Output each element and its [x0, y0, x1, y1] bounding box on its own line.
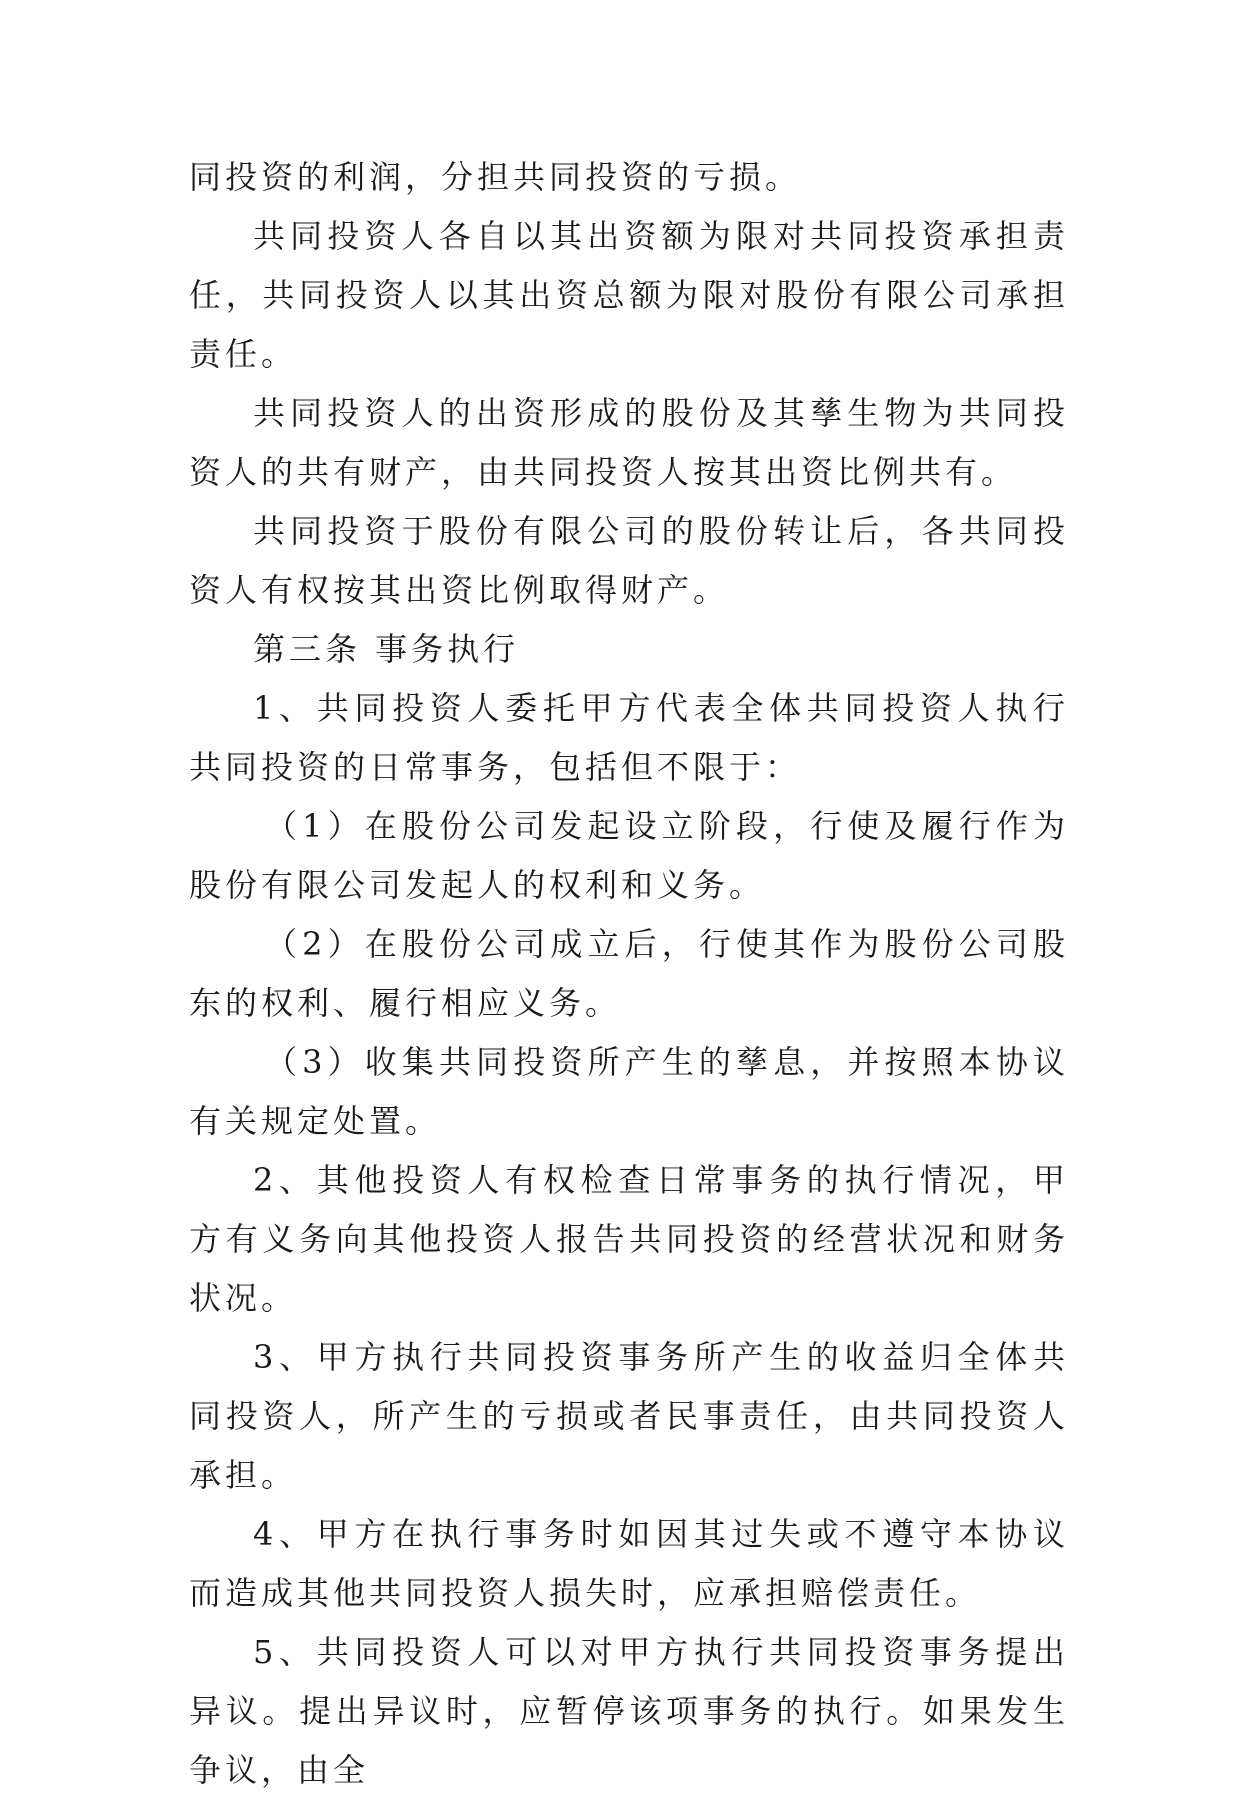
document-body [189, 148, 1069, 1800]
paragraph-liability: 共同投资人各自以其出资额为限对共同投资承担责任，共同投资人以其出资总额为限对股份有限公司承担责任。 [189, 217, 1069, 373]
clause-1: 1、共同投资人委托甲方代表全体共同投资人执行共同投资的日常事务，包括但不限于： [189, 689, 1069, 786]
clause-4: 4、甲方在执行事务时如因其过失或不遵守本协议而造成其他共同投资人损失时，应承担赔偿责任。 [189, 1515, 1069, 1612]
clause-5: 5、共同投资人可以对甲方执行共同投资事务提出异议。提出异议时，应暂停该项事务的执行。如果发生争议，由全 [189, 1633, 1069, 1789]
paragraph-share-transfer: 共同投资于股份有限公司的股份转让后，各共同投资人有权按其出资比例取得财产。 [189, 512, 1069, 609]
clause-2: 2、其他投资人有权检查日常事务的执行情况，甲方有义务向其他投资人报告共同投资的经营状况和财务状况。 [189, 1161, 1069, 1317]
clause-1-item-2: （2）在股份公司成立后，行使其作为股份公司股东的权利、履行相应义务。 [189, 925, 1069, 1022]
clause-1-item-1: （1）在股份公司发起设立阶段，行使及履行作为股份有限公司发起人的权利和义务。 [189, 807, 1069, 904]
paragraph-profit-loss: 同投资的利润，分担共同投资的亏损。 [189, 158, 802, 196]
clause-1-item-3: （3）收集共同投资所产生的孳息，并按照本协议有关规定处置。 [189, 1043, 1069, 1140]
clause-3: 3、甲方执行共同投资事务所产生的收益归全体共同投资人，所产生的亏损或者民事责任，由共同投资人承担。 [189, 1338, 1069, 1494]
paragraph-shared-property: 共同投资人的出资形成的股份及其孳生物为共同投资人的共有财产，由共同投资人按其出资比例共有。 [189, 394, 1069, 491]
section-heading-article-3: 第三条 事务执行 [253, 630, 520, 668]
